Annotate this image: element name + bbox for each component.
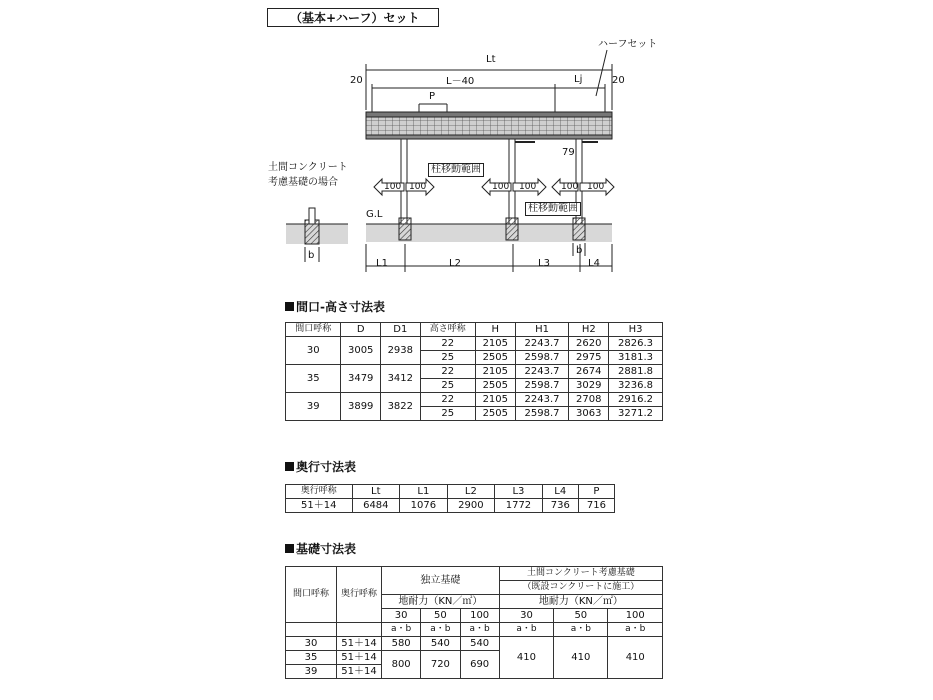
set-title: （基本+ハーフ）セット [267, 8, 439, 27]
cell: 2243.7 [515, 393, 569, 407]
cell: a・b [382, 623, 421, 637]
cell: 2105 [476, 393, 516, 407]
frontage-height-table [285, 322, 663, 421]
cell: 2975 [569, 351, 609, 365]
l4-label: L4 [588, 258, 600, 269]
arrow-value: 100 [492, 182, 510, 192]
cell: 22 [420, 393, 475, 407]
header-cell: H1 [515, 323, 569, 337]
cell: 25 [420, 407, 475, 421]
cell: 580 [382, 637, 421, 651]
right-20-label: 20 [612, 75, 625, 86]
side-note-line2: 考慮基礎の場合 [268, 177, 338, 188]
cell: 2916.2 [609, 393, 663, 407]
b-label-right: b [576, 245, 583, 256]
cell: a・b [421, 623, 460, 637]
cell: 1076 [400, 499, 448, 513]
cell: a・b [554, 623, 608, 637]
header-cell: Lt [352, 485, 400, 499]
pillar-range-label-2: 柱移動範囲 [525, 202, 581, 216]
cell: 51＋14 [337, 651, 382, 665]
cell: 6484 [352, 499, 400, 513]
cell: 39 [286, 393, 341, 421]
header-cell: L2 [447, 485, 495, 499]
arrow-value: 100 [561, 182, 579, 192]
cell: 1772 [495, 499, 543, 513]
cell: 2243.7 [515, 337, 569, 351]
cell: 50 [421, 609, 460, 623]
cell: 3479 [341, 365, 381, 393]
l3-label: L3 [538, 258, 550, 269]
header-cell: 間口呼称 [286, 567, 337, 623]
cell: 30 [382, 609, 421, 623]
cell: 410 [554, 637, 608, 679]
cell: 3822 [381, 393, 421, 421]
header-cell: 土間コンクリート考慮基礎 [499, 567, 662, 581]
cell: 3063 [569, 407, 609, 421]
cell: 3412 [381, 365, 421, 393]
cell: 410 [608, 637, 663, 679]
cell: 410 [499, 637, 553, 679]
header-cell: L3 [495, 485, 543, 499]
cell: 22 [420, 337, 475, 351]
table3-heading-text: 基礎寸法表 [296, 542, 357, 556]
header-cell: 独立基礎 [382, 567, 500, 595]
cell: 736 [542, 499, 578, 513]
header-cell: H2 [569, 323, 609, 337]
arrow-value: 100 [409, 182, 427, 192]
cell: 2598.7 [515, 379, 569, 393]
cell: 25 [420, 379, 475, 393]
arrow-value: 100 [384, 182, 402, 192]
left-20-label: 20 [350, 75, 363, 86]
cell: 2708 [569, 393, 609, 407]
cell: 30 [499, 609, 553, 623]
cell: 22 [420, 365, 475, 379]
cell: 2881.8 [609, 365, 663, 379]
header-cell: 高さ呼称 [420, 323, 475, 337]
half-set-label: ハーフセット [598, 39, 658, 50]
pillar-range-label-1: 柱移動範囲 [428, 163, 484, 177]
cell: 2826.3 [609, 337, 663, 351]
header-cell: 地耐力（KN／㎡） [382, 595, 500, 609]
header-cell: H [476, 323, 516, 337]
cell: 3029 [569, 379, 609, 393]
header-cell: L4 [542, 485, 578, 499]
cell: 690 [460, 651, 499, 679]
cell: 2598.7 [515, 407, 569, 421]
table2-heading-text: 奥行寸法表 [296, 460, 357, 474]
depth-table [285, 484, 615, 513]
cell: 50 [554, 609, 608, 623]
carport-elevation-diagram [0, 0, 933, 290]
cell: 2900 [447, 499, 495, 513]
dim-79-label: 79 [562, 147, 575, 158]
p-label: P [429, 91, 436, 102]
header-cell: H3 [609, 323, 663, 337]
header-cell: 奥行呼称 [286, 485, 353, 499]
cell: 2105 [476, 337, 516, 351]
cell: 3271.2 [609, 407, 663, 421]
cell: a・b [608, 623, 663, 637]
cell: 35 [286, 365, 341, 393]
arrow-value: 100 [587, 182, 605, 192]
cell: 51＋14 [337, 637, 382, 651]
cell: 2674 [569, 365, 609, 379]
cell: 51＋14 [337, 665, 382, 679]
lj-label: Lj [574, 74, 583, 85]
arrow-value: 100 [519, 182, 537, 192]
cell: 2505 [476, 351, 516, 365]
cell: 39 [286, 665, 337, 679]
cell: 716 [578, 499, 614, 513]
cell: 25 [420, 351, 475, 365]
cell: 800 [382, 651, 421, 679]
header-cell: 奥行呼称 [337, 567, 382, 623]
cell: 540 [421, 637, 460, 651]
header-cell: 間口呼称 [286, 323, 341, 337]
cell: 3005 [341, 337, 381, 365]
cell: 3899 [341, 393, 381, 421]
l-minus-40-label: L－40 [446, 76, 475, 87]
cell: 2598.7 [515, 351, 569, 365]
table1-heading [285, 298, 385, 315]
cell: 2243.7 [515, 365, 569, 379]
cell: 100 [608, 609, 663, 623]
cell: a・b [460, 623, 499, 637]
cell: 2620 [569, 337, 609, 351]
table2-heading [285, 458, 356, 475]
table3-heading [285, 540, 356, 557]
cell: 30 [286, 337, 341, 365]
l2-label: L2 [449, 258, 461, 269]
side-note-line1: 土間コンクリート [268, 162, 348, 173]
header-cell: L1 [400, 485, 448, 499]
lt-label: Lt [486, 54, 496, 65]
cell: a・b [499, 623, 553, 637]
header-cell: P [578, 485, 614, 499]
cell: 51＋14 [286, 499, 353, 513]
header-cell: D [341, 323, 381, 337]
header-cell: （既設コンクリートに施工） [499, 581, 662, 595]
table1-heading-text: 間口-高さ寸法表 [296, 300, 385, 314]
cell: 100 [460, 609, 499, 623]
cell: 3236.8 [609, 379, 663, 393]
cell: 540 [460, 637, 499, 651]
header-cell: 地耐力（KN／㎡） [499, 595, 662, 609]
cell: 2505 [476, 379, 516, 393]
cell: 3181.3 [609, 351, 663, 365]
cell: 720 [421, 651, 460, 679]
header-cell: D1 [381, 323, 421, 337]
l1-label: L1 [376, 258, 388, 269]
foundation-table [285, 566, 663, 679]
cell: 2938 [381, 337, 421, 365]
gl-label: G.L [366, 209, 383, 220]
cell: 2105 [476, 365, 516, 379]
cell: 30 [286, 637, 337, 651]
cell: 35 [286, 651, 337, 665]
b-label-left: b [308, 250, 315, 261]
cell: 2505 [476, 407, 516, 421]
